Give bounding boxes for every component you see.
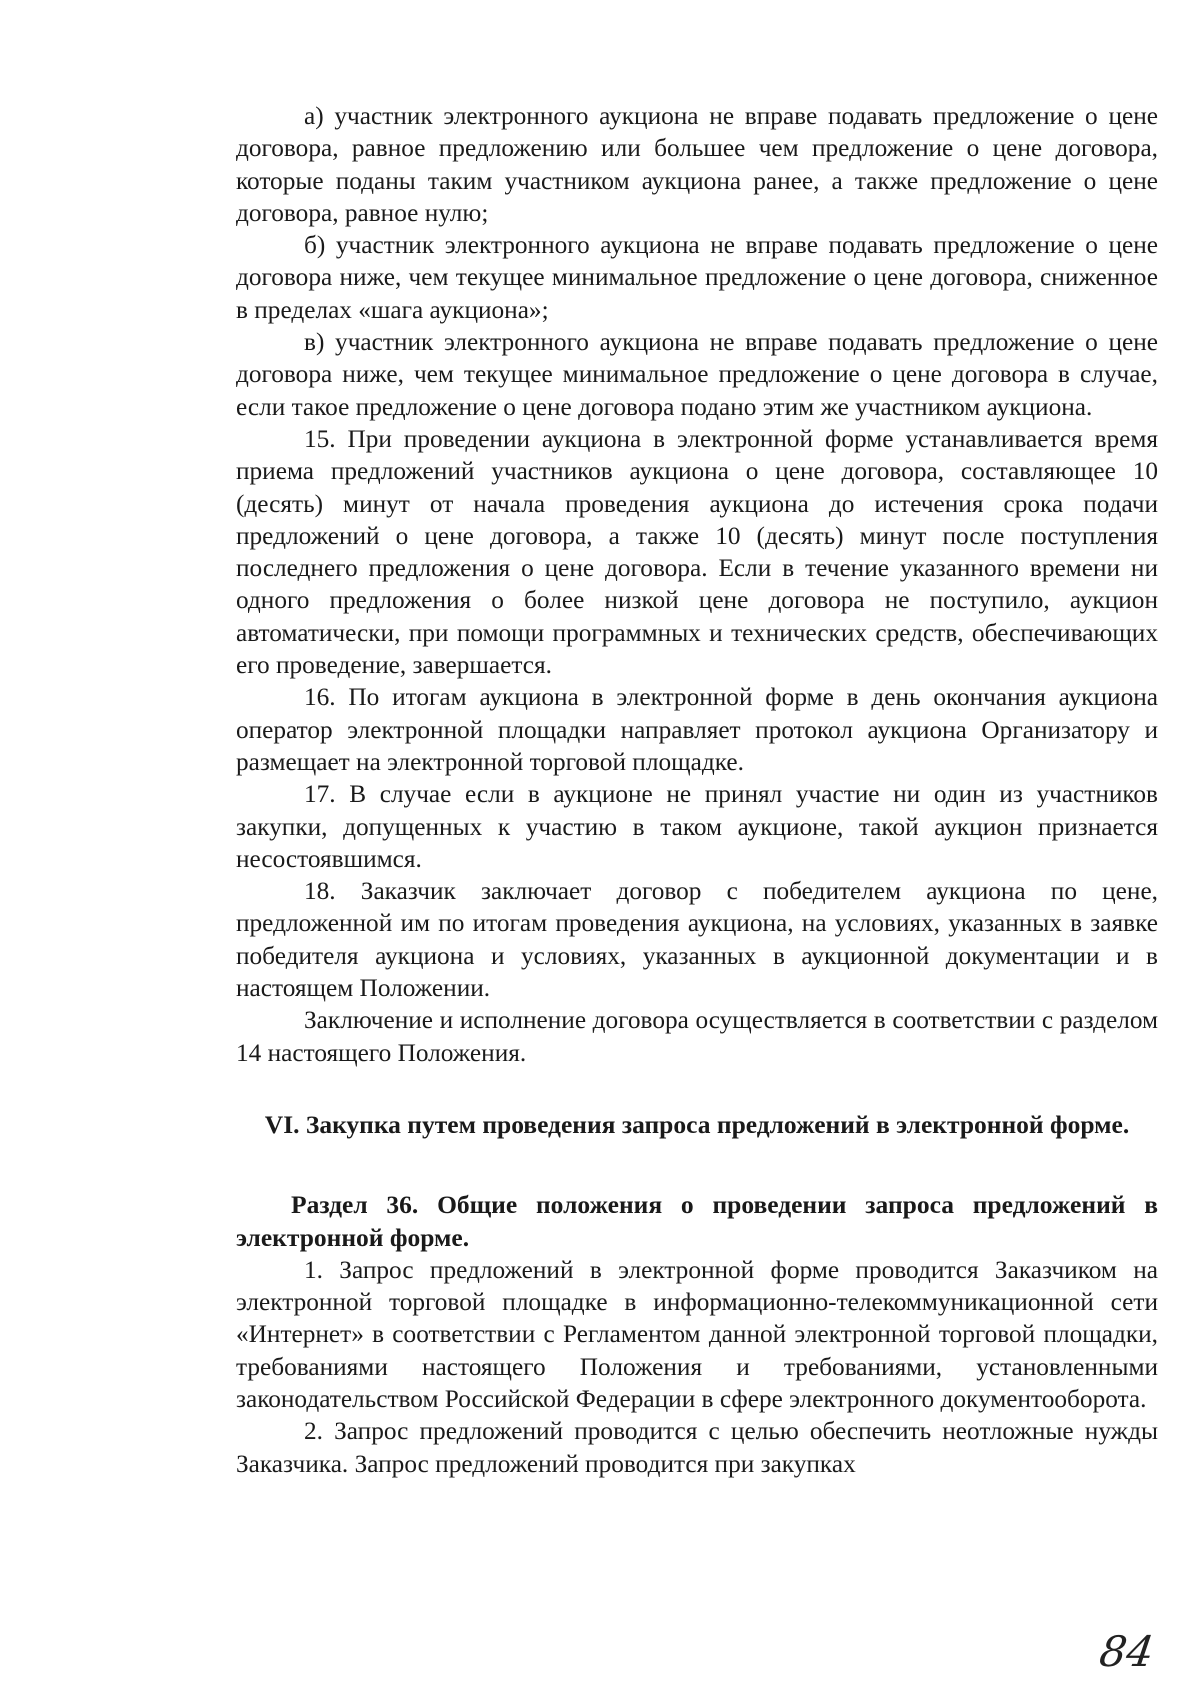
- paragraph-1: 1. Запрос предложений в электронной форме проводится Заказчиком на электронной торговой площадке в информационно-телекоммуникационной сети «Интернет» в соответствии с Регламентом данной электронной торговой площадки, требованиями настоящего Положения и требованиями, установленными законодательством Российской Федерации в сфере электронного документооборота.: [236, 1255, 1158, 1413]
- page-number: 84: [1096, 1627, 1157, 1676]
- paragraph-16: 16. По итогам аукциона в электронной форме в день окончания аукциона оператор электронной площадки направляет протокол аукциона Организатору и размещает на электронной торговой площадке.: [236, 683, 1158, 776]
- section-heading: Раздел 36. Общие положения о проведении запроса предложений в электронной форме.: [236, 1190, 1158, 1252]
- paragraph-item-v: в) участник электронного аукциона не вправе подавать предложение о цене договора ниже, чем текущее минимальное предложение о цене договора в случае, если такое предложение о цене договора подано этим же участником аукциона.: [236, 328, 1158, 421]
- paragraph-15: 15. При проведении аукциона в электронной форме устанавливается время приема предложений участников аукциона о цене договора, составляющее 10 (десять) минут от начала проведения аукциона до истечения срока подачи предложений о цене договора, а также 10 (десять) минут после поступления последнего предложения о цене договора. Если в течение указанного времени ни одного предложения о более низкой цене договора не поступило, аукцион автоматически, при помощи программных и технических средств, обеспечивающих его проведение, завершается.: [236, 424, 1158, 680]
- paragraph-17: 17. В случае если в аукционе не принял участие ни один из участников закупки, допущенных к участию в таком аукционе, такой аукцион признается несостоявшимся.: [236, 780, 1158, 873]
- paragraph-2: 2. Запрос предложений проводится с целью обеспечить неотложные нужды Заказчика. Запрос предложений проводится при закупках: [236, 1417, 1158, 1478]
- part-heading: VI. Закупка путем проведения запроса предложений в электронной форме.: [264, 1109, 1130, 1139]
- paragraph-item-b: б) участник электронного аукциона не вправе подавать предложение о цене договора ниже, чем текущее минимальное предложение о цене договора, сниженное в пределах «шага аукциона»;: [236, 231, 1158, 324]
- paragraph-18: 18. Заказчик заключает договор с победителем аукциона по цене, предложенной им по итогам проведения аукциона, на условиях, указанных в заявке победителя аукциона и условиях, указанных в аукционной документации и в настоящем Положении.: [236, 877, 1158, 1003]
- paragraph-contract-execution: Заключение и исполнение договора осуществляется в соответствии с разделом 14 настоящего Положения.: [236, 1006, 1158, 1067]
- paragraph-item-a: а) участник электронного аукциона не вправе подавать предложение о цене договора, равное предложению или большее чем предложение о цене договора, которые поданы таким участником аукциона ранее, а также предложение о цене договора, равное нулю;: [236, 102, 1158, 227]
- document-body: [236, 100, 1158, 1480]
